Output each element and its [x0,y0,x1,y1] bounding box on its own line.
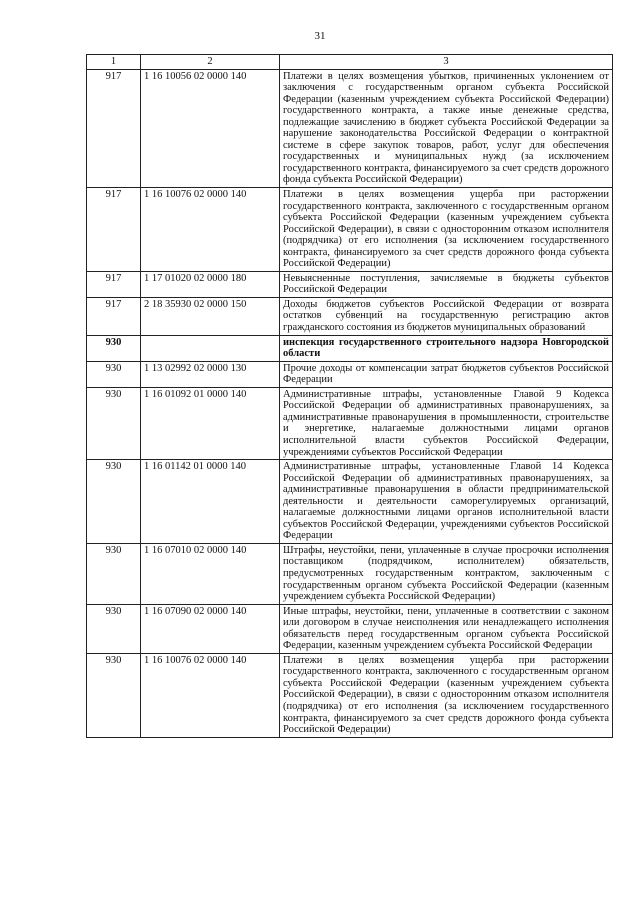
budget-code-cell [141,335,280,361]
description-cell: Платежи в целях возмещения убытков, причиненных уклонением от заключения с государственным органом субъекта Российской Федерации (казенным учреждением субъекта Российской Федерации) государственного контракта, а также иные денежные средства, подлежащие зачислению в бюджет субъекта Российской Федерации за нарушение законодательства Российской Федерации о контрактной системе в сфере закупок товаров, работ, услуг для обеспечения государственных и муниципальных нужд (за исключением государственного контракта, финансируемого за счет средств дорожного фонда субъекта Российской Федерации) [280,69,613,187]
budget-code-cell: 1 16 10076 02 0000 140 [141,188,280,272]
table-body [87,69,613,737]
revenue-table [86,54,613,738]
budget-code-cell: 1 17 01020 02 0000 180 [141,271,280,297]
table-row [87,387,613,459]
budget-code-cell: 1 16 01142 01 0000 140 [141,460,280,544]
admin-code-cell: 930 [87,387,141,459]
page-number: 31 [314,30,326,42]
table-row [87,335,613,361]
budget-code-cell: 2 18 35930 02 0000 150 [141,297,280,335]
table-row [87,271,613,297]
table-row [87,297,613,335]
description-cell: Иные штрафы, неустойки, пени, уплаченные в соответствии с законом или договором в случае неисполнения или ненадлежащего исполнения обязательств перед государственным органом субъекта Российской Федерации, казенным учреждением субъекта Российской Федерации [280,604,613,653]
admin-code-cell: 930 [87,604,141,653]
table-row [87,604,613,653]
table-row [87,188,613,272]
description-cell: Административные штрафы, установленные Главой 14 Кодекса Российской Федерации об административных правонарушениях, за административные правонарушения в области предпринимательской деятельности и деятельности саморегулируемых организаций, налагаемые должностными лицами органов исполнительной власти субъектов Российской Федерации, учреждениями субъектов Российской Федерации [280,460,613,544]
admin-code-cell: 930 [87,361,141,387]
admin-code-cell: 930 [87,543,141,604]
table-row [87,361,613,387]
admin-code-cell: 917 [87,69,141,187]
table-row [87,543,613,604]
budget-code-cell: 1 16 07010 02 0000 140 [141,543,280,604]
budget-code-cell: 1 13 02992 02 0000 130 [141,361,280,387]
budget-code-cell: 1 16 07090 02 0000 140 [141,604,280,653]
table-row [87,460,613,544]
description-cell: инспекция государственного строительного надзора Новгородской области [280,335,613,361]
admin-code-cell: 917 [87,297,141,335]
table-row [87,69,613,187]
admin-code-cell: 930 [87,460,141,544]
header-col-3: 3 [280,55,613,70]
description-cell: Платежи в целях возмещения ущерба при расторжении государственного контракта, заключенного с государственным органом субъекта Российской Федерации (казенным учреждением субъекта Российской Федерации), в связи с односторонним отказом исполнителя (подрядчика) от его исполнения (за исключением государственного контракта, финансируемого за счет средств дорожного фонда субъекта Российской Федерации) [280,653,613,737]
header-col-1: 1 [87,55,141,70]
description-cell: Штрафы, неустойки, пени, уплаченные в случае просрочки исполнения поставщиком (подрядчиком, исполнителем) обязательств, предусмотренных государственным контрактом, заключенным с государственным органом субъекта Российской Федерации (казенным учреждением субъекта Российской Федерации) [280,543,613,604]
admin-code-cell: 917 [87,188,141,272]
description-cell: Административные штрафы, установленные Главой 9 Кодекса Российской Федерации об административных правонарушениях, за административные правонарушения в промышленности, строительстве и энергетике, налагаемые должностными лицами органов исполнительной власти субъектов Российской Федерации, учреждениями субъектов Российской Федерации [280,387,613,459]
admin-code-cell: 930 [87,335,141,361]
admin-code-cell: 930 [87,653,141,737]
admin-code-cell: 917 [87,271,141,297]
description-cell: Платежи в целях возмещения ущерба при расторжении государственного контракта, заключенного с государственным органом субъекта Российской Федерации (казенным учреждением субъекта Российской Федерации), в связи с односторонним отказом исполнителя (подрядчика) от его исполнения (за исключением государственного контракта, финансируемого за счет средств дорожного фонда субъекта Российской Федерации) [280,188,613,272]
header-col-2: 2 [141,55,280,70]
description-cell: Невыясненные поступления, зачисляемые в бюджеты субъектов Российской Федерации [280,271,613,297]
table-row [87,653,613,737]
budget-code-cell: 1 16 10076 02 0000 140 [141,653,280,737]
table-header-row [87,55,613,70]
budget-code-cell: 1 16 10056 02 0000 140 [141,69,280,187]
description-cell: Доходы бюджетов субъектов Российской Федерации от возврата остатков субвенций на государственную регистрацию актов гражданского состояния из бюджетов муниципальных образований [280,297,613,335]
budget-code-cell: 1 16 01092 01 0000 140 [141,387,280,459]
description-cell: Прочие доходы от компенсации затрат бюджетов субъектов Российской Федерации [280,361,613,387]
